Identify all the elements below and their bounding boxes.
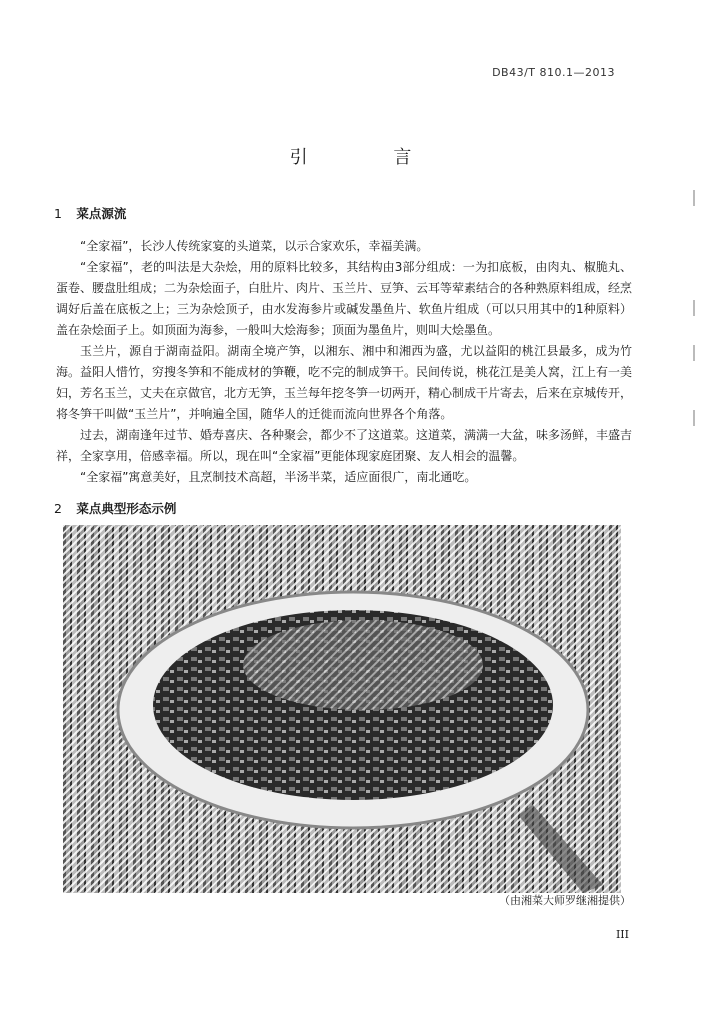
section-title: 菜点源流 xyxy=(76,206,127,221)
garnish xyxy=(243,620,483,710)
page-title: 引 言 xyxy=(289,147,452,168)
figure-caption: （由湘菜大师罗继湘提供） xyxy=(499,894,631,907)
section-number: 1 xyxy=(54,206,62,221)
section-2-heading xyxy=(54,499,176,517)
scan-mark xyxy=(693,410,695,426)
section-title: 菜点典型形态示例 xyxy=(76,501,177,516)
paragraph: 过去，湖南逢年过节、婚寿喜庆、各种聚会，都少不了这道菜。这道菜，满满一大盆，味多汤鲜，丰盛吉祥，全家享用，倍感幸福。所以，现在叫“全家福”更能体现家庭团聚、友人相会的温馨。 xyxy=(56,428,633,463)
scan-mark xyxy=(693,190,695,206)
paragraph: “全家福”，长沙人传统家宴的头道菜，以示合家欢乐，幸福美满。 xyxy=(80,239,429,253)
paragraph: “全家福”，老的叫法是大杂烩，用的原料比较多，其结构由3部分组成：一为扣底板，由肉丸、椒脆丸、蛋卷、腰盘肚组成；二为杂烩面子，白肚片、肉片、玉兰片、豆笋、云耳等荤素结合的各种熟原料组成，经烹调好后盖在底板之上；三为杂烩顶子，由水发海参片或碱发墨鱼片、软鱼片组成（可以只用其中的1种原料）盖在杂烩面子上。如顶面为海参，一般叫大烩海参；顶面为墨鱼片，则叫大烩墨鱼。 xyxy=(56,260,633,337)
dish-illustration xyxy=(63,525,621,893)
section-1-heading xyxy=(54,204,126,222)
page-number: III xyxy=(615,928,629,941)
document-code: DB43/T 810.1—2013 xyxy=(492,66,615,79)
paragraph: 玉兰片，源自于湖南益阳。湖南全境产笋，以湘东、湘中和湘西为盛，尤以益阳的桃江县最多，成为竹海。益阳人惜竹，穷搜冬笋和不能成材的笋鞭，吃不完的制成笋干。民间传说，桃花江是美人窝，江上有一美妇，芳名玉兰，丈夫在京做官，北方无笋，玉兰每年挖冬笋一切两开，精心制成干片寄去，后来在京城传开，将冬笋干叫做“玉兰片”，并响遍全国，随华人的迁徙而流向世界各个角落。 xyxy=(56,344,633,421)
paragraph: “全家福”寓意美好，且烹制技术高超，半汤半菜，适应面很广，南北通吃。 xyxy=(80,470,477,484)
scan-mark xyxy=(693,345,695,361)
utensil xyxy=(518,805,603,893)
dish-photo xyxy=(63,525,621,893)
section-number: 2 xyxy=(54,501,62,516)
scan-mark xyxy=(693,300,695,316)
